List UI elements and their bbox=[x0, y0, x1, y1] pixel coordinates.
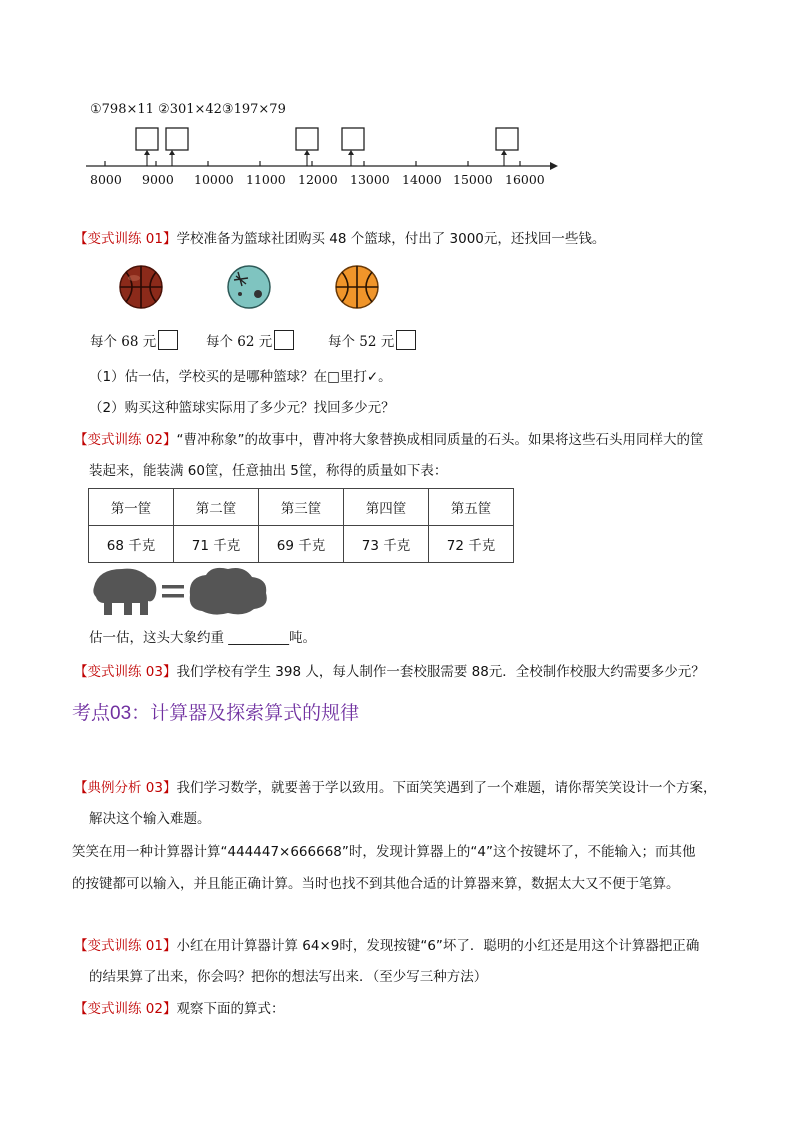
estimate-elephant: 估一估，这头大象约重 _________吨。 bbox=[89, 630, 317, 646]
basketball-teal-image bbox=[226, 264, 272, 310]
check-box[interactable] bbox=[274, 330, 294, 350]
check-box[interactable] bbox=[396, 330, 416, 350]
price-label: 每个 52 元 bbox=[328, 334, 395, 350]
exercise-calc-02 bbox=[74, 999, 284, 1019]
mass-table bbox=[88, 488, 514, 563]
answer-box bbox=[136, 128, 158, 150]
check-box[interactable] bbox=[158, 330, 178, 350]
tick-label: 11000 bbox=[246, 172, 286, 187]
tick-label: 8000 bbox=[90, 172, 122, 187]
tick-label: 10000 bbox=[194, 172, 234, 187]
exercise-tag: 【变式训练 02】 bbox=[74, 432, 177, 448]
section-number: 03 bbox=[110, 703, 132, 724]
example-03 bbox=[74, 778, 716, 798]
tick-labels bbox=[0, 172, 794, 190]
exercise-text: 学校准备为篮球社团购买 48 个篮球，付出了 3000元，还找回一些钱。 bbox=[176, 231, 606, 247]
tick-label: 16000 bbox=[505, 172, 545, 187]
table-cell: 68 千克 bbox=[89, 526, 174, 563]
section-title: ：计算器及探索算式的规律 bbox=[131, 702, 360, 724]
example-03-line4: 的按键都可以输入，并且能正确计算。当时也找不到其他合适的计算器来算，数据太大又不便于笔算。 bbox=[72, 876, 680, 892]
example-03-line2: 解决这个输入难题。 bbox=[89, 811, 211, 827]
section-heading bbox=[72, 698, 359, 725]
example-tag: 【典例分析 03】 bbox=[74, 780, 177, 796]
answer-box bbox=[342, 128, 364, 150]
answer-box bbox=[166, 128, 188, 150]
section-prefix: 考点 bbox=[72, 702, 111, 724]
price-label: 每个 68 元 bbox=[90, 334, 157, 350]
table-cell: 71 千克 bbox=[174, 526, 259, 563]
exercise-tag: 【变式训练 02】 bbox=[74, 1001, 177, 1017]
table-header-cell: 第二筐 bbox=[174, 489, 259, 526]
table-header-cell: 第一筐 bbox=[89, 489, 174, 526]
basketball-brown-image bbox=[118, 264, 164, 310]
exercise-calc-01-line2: 的结果算了出来，你会吗？把你的想法写出来．（至少写三种方法） bbox=[89, 969, 488, 985]
example-03-line3: 笑笑在用一种计算器计算“444447×666668”时，发现计算器上的“4”这个按键坏了，不能输入；而其他 bbox=[72, 844, 696, 860]
table-cell: 72 千克 bbox=[429, 526, 514, 563]
table-header-row bbox=[89, 489, 514, 526]
numberline-expressions: ①798×11 ②301×42③197×79 bbox=[90, 102, 286, 117]
table-cell: 69 千克 bbox=[259, 526, 344, 563]
exercise-tag: 【变式训练 01】 bbox=[74, 938, 177, 954]
table-row bbox=[89, 526, 514, 563]
question-2: （2）购买这种篮球实际用了多少元？找回多少元？ bbox=[89, 400, 395, 416]
answer-box bbox=[496, 128, 518, 150]
exercise-text: “曹冲称象”的故事中，曹冲将大象替换成相同质量的石头。如果将这些石头用同样大的筐 bbox=[176, 432, 704, 448]
price-62 bbox=[206, 330, 294, 352]
tick-label: 13000 bbox=[350, 172, 390, 187]
table-header-cell: 第三筐 bbox=[259, 489, 344, 526]
answer-box bbox=[296, 128, 318, 150]
basketball-orange-image bbox=[334, 264, 380, 310]
question-1: （1）估一估，学校买的是哪种篮球？在□里打✓。 bbox=[89, 369, 392, 385]
exercise-text: 我们学校有学生 398 人，每人制作一套校服需要 88元．全校制作校服大约需要多少元？ bbox=[176, 664, 705, 680]
tick-label: 12000 bbox=[298, 172, 338, 187]
example-text: 我们学习数学，就要善于学以致用。下面笑笑遇到了一个难题，请你帮笑笑设计一个方案， bbox=[176, 780, 717, 796]
exercise-tag: 【变式训练 01】 bbox=[74, 231, 177, 247]
exercise-01 bbox=[74, 229, 605, 249]
exercise-02-line2: 装起来，能装满 60筐，任意抽出 5筐，称得的质量如下表： bbox=[89, 463, 448, 479]
tick-label: 14000 bbox=[402, 172, 442, 187]
exercise-tag: 【变式训练 03】 bbox=[74, 664, 177, 680]
elephant-equals-stone-image bbox=[88, 563, 272, 619]
price-52 bbox=[328, 330, 416, 352]
table-header-cell: 第五筐 bbox=[429, 489, 514, 526]
exercise-02 bbox=[74, 430, 703, 450]
table-cell: 73 千克 bbox=[344, 526, 429, 563]
exercise-calc-01 bbox=[74, 936, 699, 956]
exercise-text: 小红在用计算器计算 64×9时，发现按键“6”坏了．聪明的小红还是用这个计算器把正确 bbox=[176, 938, 700, 954]
exercise-text: 观察下面的算式： bbox=[176, 1001, 285, 1017]
tick-label: 9000 bbox=[142, 172, 174, 187]
price-68 bbox=[90, 330, 178, 352]
tick-label: 15000 bbox=[453, 172, 493, 187]
price-label: 每个 62 元 bbox=[206, 334, 273, 350]
exercise-03 bbox=[74, 662, 705, 682]
table-header-cell: 第四筐 bbox=[344, 489, 429, 526]
